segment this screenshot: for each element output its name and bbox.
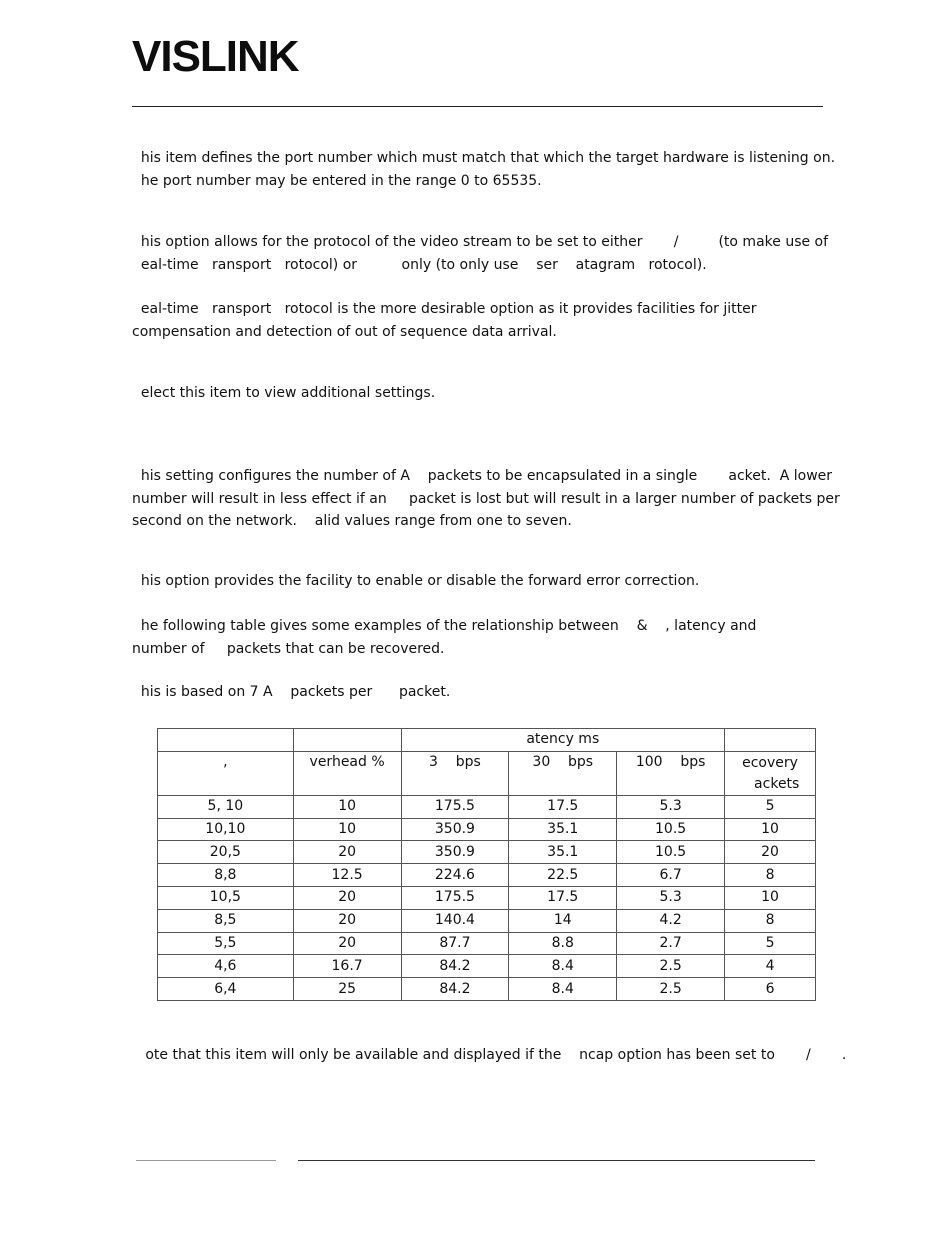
table-cell: 10,5 <box>158 886 294 909</box>
table-row <box>158 841 816 864</box>
availability-note: ote that this item will only be available and displayed if the ncap option has been set to / . <box>132 1047 847 1063</box>
table-header-row-1 <box>158 729 816 752</box>
fec-latency-table <box>157 728 816 1001</box>
table-cell: 20 <box>293 932 401 955</box>
table-row <box>158 795 816 818</box>
table-cell: 5 <box>725 795 816 818</box>
table-cell: 8,5 <box>158 909 294 932</box>
table-header-row-2 <box>158 751 816 795</box>
table-cell: 20 <box>293 909 401 932</box>
table-cell: 20,5 <box>158 841 294 864</box>
table-cell: 35.1 <box>509 818 617 841</box>
table-cell: 17.5 <box>509 886 617 909</box>
table-cell: 10 <box>725 818 816 841</box>
table-cell: 84.2 <box>401 955 509 978</box>
table-row <box>158 886 816 909</box>
table-cell: 5.3 <box>617 886 725 909</box>
table-cell: 5 <box>725 932 816 955</box>
table-cell: 87.7 <box>401 932 509 955</box>
table-cell: 14 <box>509 909 617 932</box>
footer-rule-segment <box>608 1160 815 1161</box>
table-cell: 175.5 <box>401 886 509 909</box>
col-label-overhead: verhead % <box>293 751 401 795</box>
table-cell: 4,6 <box>158 955 294 978</box>
rtp-benefit-description: eal-time ransport rotocol is the more desirable option as it provides facilities for jitter compensation and detection of out of sequence data arrival. <box>132 301 757 340</box>
table-cell: 2.5 <box>617 955 725 978</box>
table-intro-text: he following table gives some examples of the relationship between & , latency and number of packets that can be recovered. <box>132 618 757 657</box>
table-cell: 6 <box>725 978 816 1001</box>
table-cell: 2.5 <box>617 978 725 1001</box>
table-row <box>158 864 816 887</box>
table-cell: 22.5 <box>509 864 617 887</box>
table-cell: 6,4 <box>158 978 294 1001</box>
table-row <box>158 978 816 1001</box>
col-label-3mbps: 3 bps <box>401 751 509 795</box>
table-cell: 8 <box>725 909 816 932</box>
col-label-30mbps: 30 bps <box>509 751 617 795</box>
table-cell: 6.7 <box>617 864 725 887</box>
table-cell: 175.5 <box>401 795 509 818</box>
packet-encapsulation-description: his setting configures the number of A packets to be encapsulated in a single acket. A lower number will result in less effect if an packet is lost but will result in a larger number of packets per second on the network. alid values range from one to seven. <box>132 468 840 529</box>
vislink-logo: VISLINK <box>132 32 299 81</box>
table-cell: 35.1 <box>509 841 617 864</box>
col-label-fec: , <box>158 751 294 795</box>
footer-rule-segment <box>298 1160 608 1161</box>
table-cell: 140.4 <box>401 909 509 932</box>
table-cell: 4.2 <box>617 909 725 932</box>
table-cell: 20 <box>293 841 401 864</box>
table-row <box>158 932 816 955</box>
latency-header: atency ms <box>401 729 725 752</box>
table-basis-note: his is based on 7 A packets per packet. <box>132 684 451 700</box>
fec-option-description: his option provides the facility to enable or disable the forward error correction. <box>132 573 700 589</box>
table-cell: 10.5 <box>617 841 725 864</box>
table-cell: 16.7 <box>293 955 401 978</box>
table-cell: 8.4 <box>509 978 617 1001</box>
footer-rule-segment <box>136 1160 276 1161</box>
protocol-option-description: his option allows for the protocol of the video stream to be set to either / (to make use of eal-time ransport rotocol) or only (to only use ser atagram rotocol). <box>140 234 829 273</box>
table-cell: 20 <box>725 841 816 864</box>
header-empty-cell <box>158 729 294 752</box>
table-cell: 10,10 <box>158 818 294 841</box>
table-cell: 8,8 <box>158 864 294 887</box>
additional-settings-description: elect this item to view additional settings. <box>132 385 436 401</box>
table-row <box>158 818 816 841</box>
table-cell: 224.6 <box>401 864 509 887</box>
table-cell: 350.9 <box>401 818 509 841</box>
table-cell: 8.8 <box>509 932 617 955</box>
table-cell: 5.3 <box>617 795 725 818</box>
table-row <box>158 955 816 978</box>
table-cell: 12.5 <box>293 864 401 887</box>
table-cell: 5,5 <box>158 932 294 955</box>
col-label-recovery: ecovery ackets <box>725 751 816 795</box>
table-cell: 5, 10 <box>158 795 294 818</box>
header-divider <box>132 106 823 107</box>
port-number-description: his item defines the port number which must match that which the target hardware is listening on. he port number may be entered in the range 0 to 65535. <box>140 150 836 189</box>
table-cell: 10 <box>725 886 816 909</box>
table-cell: 20 <box>293 886 401 909</box>
table-cell: 10 <box>293 795 401 818</box>
table-cell: 84.2 <box>401 978 509 1001</box>
table-cell: 4 <box>725 955 816 978</box>
header-empty-cell <box>725 729 816 752</box>
table-cell: 2.7 <box>617 932 725 955</box>
table-cell: 25 <box>293 978 401 1001</box>
table-cell: 10.5 <box>617 818 725 841</box>
table-cell: 8 <box>725 864 816 887</box>
header-empty-cell <box>293 729 401 752</box>
table-cell: 350.9 <box>401 841 509 864</box>
table-cell: 8.4 <box>509 955 617 978</box>
col-label-100mbps: 100 bps <box>617 751 725 795</box>
table-cell: 17.5 <box>509 795 617 818</box>
table-cell: 10 <box>293 818 401 841</box>
table-row <box>158 909 816 932</box>
